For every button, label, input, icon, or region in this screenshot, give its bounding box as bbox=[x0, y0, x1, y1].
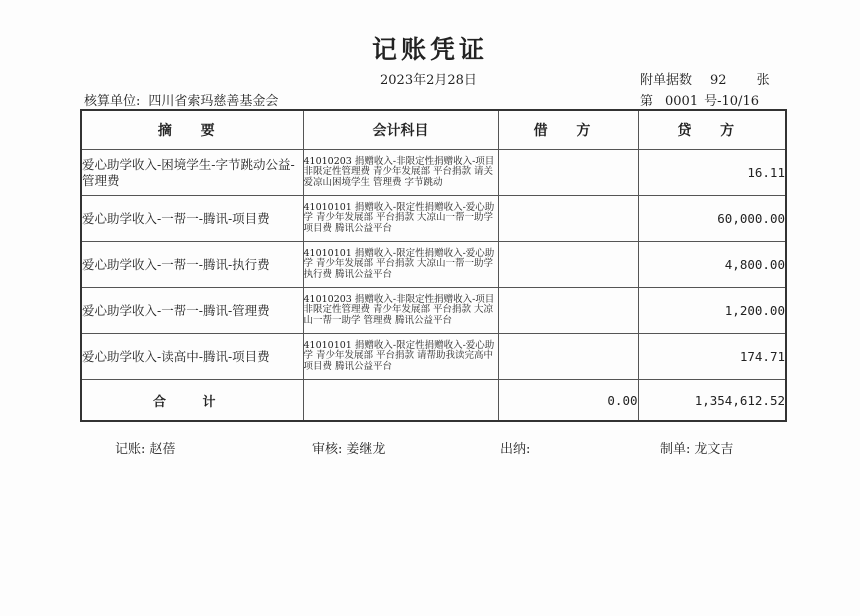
voucher-title: 记账凭证 bbox=[371, 35, 488, 64]
voucher-date: 2023年2月28日 bbox=[380, 73, 477, 88]
row-debit bbox=[498, 196, 638, 242]
preparer-label: 制单: bbox=[660, 442, 691, 457]
row-debit bbox=[498, 150, 638, 196]
voucher-number-value: 0001 bbox=[665, 94, 699, 109]
attachment-unit: 张 bbox=[756, 73, 770, 88]
table-row bbox=[81, 242, 786, 288]
bookkeeper-label: 记账: bbox=[115, 442, 146, 457]
row-account: 41010203 捐赠收入-非限定性捐赠收入-项目非限定性管理费 青少年发展部 平台捐款 大凉山一帮一助学 管理费 腾讯公益平台 bbox=[303, 288, 498, 334]
accounting-unit-label: 核算单位: bbox=[84, 94, 141, 109]
voucher-number-prefix: 第 bbox=[640, 94, 654, 109]
row-debit bbox=[498, 334, 638, 380]
row-credit: 174.71 bbox=[638, 334, 786, 380]
row-credit: 4,800.00 bbox=[638, 242, 786, 288]
attachment-label: 附单据数 bbox=[640, 73, 693, 88]
preparer-name: 龙文吉 bbox=[694, 442, 734, 457]
footer-bookkeeper bbox=[115, 438, 175, 457]
voucher-page: 10/16 bbox=[721, 94, 759, 109]
row-credit: 60,000.00 bbox=[638, 196, 786, 242]
row-summary: 爱心助学收入-一帮一-腾讯-管理费 bbox=[81, 288, 303, 334]
total-row bbox=[81, 380, 786, 422]
header-summary: 摘 要 bbox=[81, 110, 303, 150]
voucher-number-suffix: 号- bbox=[704, 94, 722, 109]
bookkeeper-name: 赵蓓 bbox=[149, 442, 176, 457]
attachment-number: 92 bbox=[710, 73, 727, 88]
row-account: 41010203 捐赠收入-非限定性捐赠收入-项目非限定性管理费 青少年发展部 平台捐款 请关爱凉山困境学生 管理费 字节跳动 bbox=[303, 150, 498, 196]
accounting-unit-value: 四川省索玛慈善基金会 bbox=[148, 94, 279, 109]
attachment-count bbox=[640, 69, 770, 88]
total-debit: 0.00 bbox=[498, 380, 638, 422]
row-account: 41010101 捐赠收入-限定性捐赠收入-爱心助学 青少年发展部 平台捐款 大凉山一帮一助学 项目费 腾讯公益平台 bbox=[303, 196, 498, 242]
header-debit: 借 方 bbox=[498, 110, 638, 150]
row-credit: 1,200.00 bbox=[638, 288, 786, 334]
row-credit: 16.11 bbox=[638, 150, 786, 196]
header-credit: 贷 方 bbox=[638, 110, 786, 150]
row-account: 41010101 捐赠收入-限定性捐赠收入-爱心助学 青少年发展部 平台捐款 请帮助我读完高中 项目费 腾讯公益平台 bbox=[303, 334, 498, 380]
reviewer-name: 姜继龙 bbox=[346, 442, 386, 457]
table-row bbox=[81, 150, 786, 196]
row-summary: 爱心助学收入-一帮一-腾讯-项目费 bbox=[81, 196, 303, 242]
cashier-label: 出纳: bbox=[500, 442, 531, 457]
accounting-unit bbox=[84, 90, 278, 109]
voucher-table bbox=[80, 109, 787, 422]
reviewer-label: 审核: bbox=[312, 442, 343, 457]
table-row bbox=[81, 288, 786, 334]
table-row bbox=[81, 334, 786, 380]
row-debit bbox=[498, 288, 638, 334]
table-header-row bbox=[81, 110, 786, 150]
footer-cashier bbox=[500, 438, 534, 457]
row-summary: 爱心助学收入-困境学生-字节跳动公益-管理费 bbox=[81, 150, 303, 196]
header-account: 会计科目 bbox=[303, 110, 498, 150]
total-label: 合 计 bbox=[81, 380, 303, 422]
total-credit: 1,354,612.52 bbox=[638, 380, 786, 422]
row-summary: 爱心助学收入-读高中-腾讯-项目费 bbox=[81, 334, 303, 380]
voucher-number bbox=[640, 90, 759, 109]
row-debit bbox=[498, 242, 638, 288]
footer-reviewer bbox=[312, 438, 385, 457]
row-summary: 爱心助学收入-一帮一-腾讯-执行费 bbox=[81, 242, 303, 288]
footer-preparer bbox=[660, 438, 733, 457]
table-row bbox=[81, 196, 786, 242]
row-account: 41010101 捐赠收入-限定性捐赠收入-爱心助学 青少年发展部 平台捐款 大凉山一帮一助学 执行费 腾讯公益平台 bbox=[303, 242, 498, 288]
total-account-empty bbox=[303, 380, 498, 422]
